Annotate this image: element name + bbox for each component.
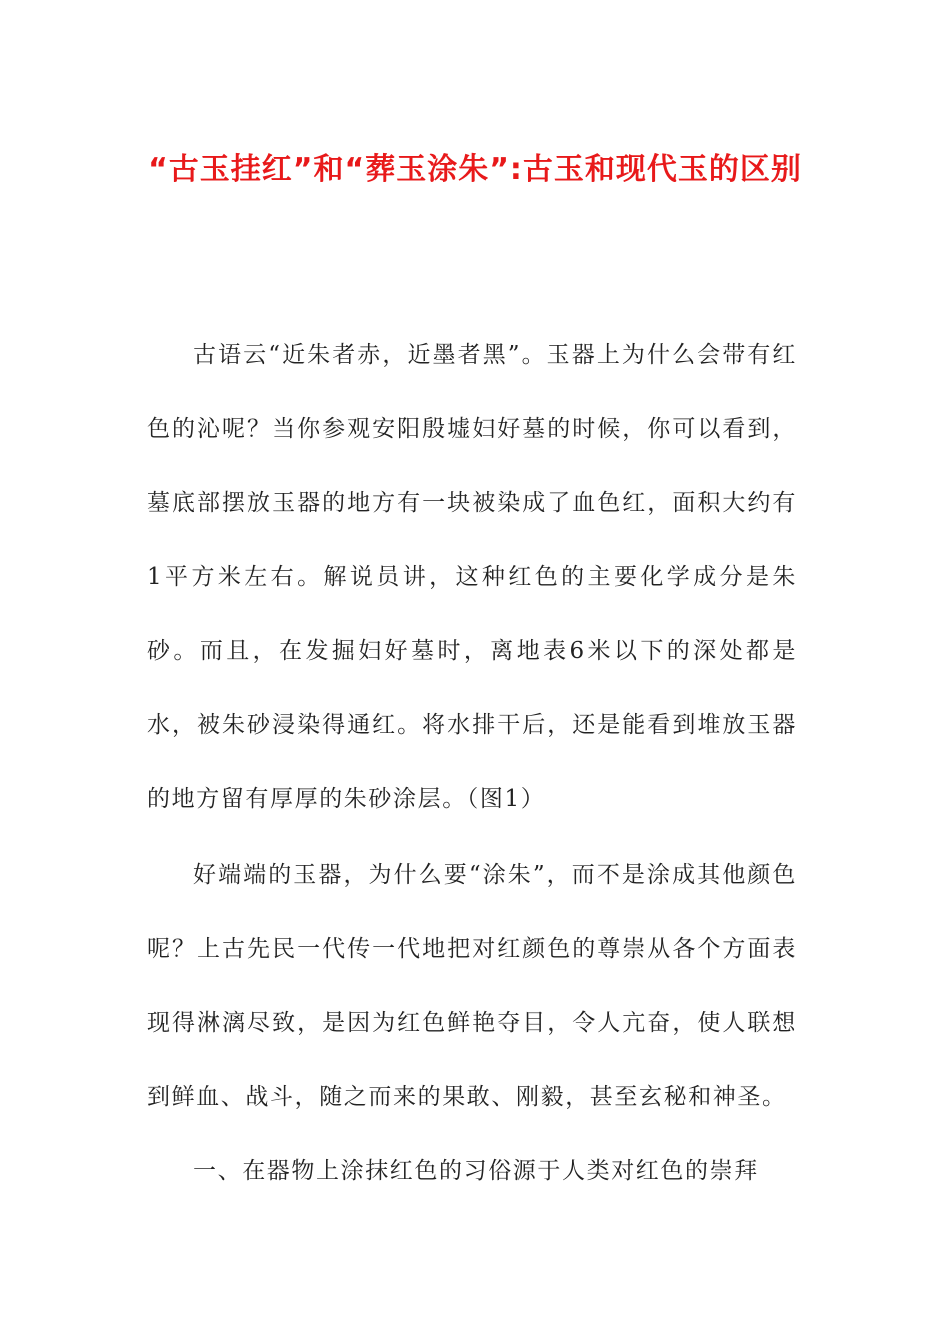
- document-title: “古玉挂红”和“葬玉涂朱”:古玉和现代玉的区别: [148, 152, 802, 187]
- paragraph-block-1: [147, 318, 797, 836]
- paragraph-1: 古语云“近朱者赤，近墨者黑”。玉器上为什么会带有红色的沁呢？当你参观安阳殷墟妇好墓的时候，你可以看到，墓底部摆放玉器的地方有一块被染成了血色红，面积大约有1平方米左右。解说员讲，这种红色的主要化学成分是朱砂。而且，在发掘妇好墓时，离地表6米以下的深处都是水，被朱砂浸染得通红。将水排干后，还是能看到堆放玉器的地方留有厚厚的朱砂涂层。（图1）: [147, 342, 797, 812]
- paragraph-2: 好端端的玉器，为什么要“涂朱”，而不是涂成其他颜色呢？上古先民一代传一代地把对红颜色的尊崇从各个方面表现得淋漓尽致，是因为红色鲜艳夺目，令人亢奋，使人联想到鲜血、战斗，随之而来的果敢、刚毅，甚至玄秘和神圣。: [147, 862, 797, 1110]
- paragraph-block-2: [147, 838, 797, 1134]
- paragraph-block-3: [147, 1134, 797, 1208]
- section-heading-1: 一、在器物上涂抹红色的习俗源于人类对红色的崇拜: [193, 1158, 759, 1184]
